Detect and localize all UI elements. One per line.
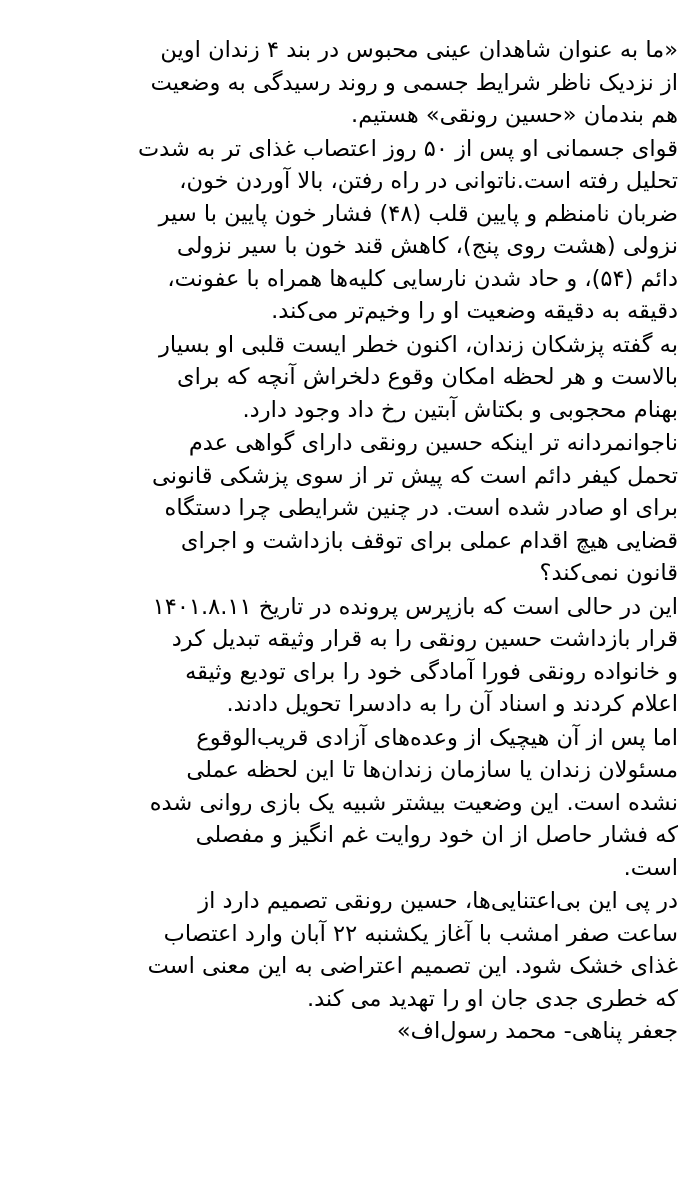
text-line: تحلیل رفته است.ناتوانی در راه رفتن، بالا آوردن خون، xyxy=(179,168,678,194)
signature-line: جعفر پناهی- محمد رسول‌اف» xyxy=(396,1018,678,1044)
text-line: ضربان نامنظم و پایین قلب (۴۸) فشار خون پایین با سیر xyxy=(158,200,678,227)
text-line: دقیقه به دقیقه وضعیت او را وخیم‌تر می‌کند. xyxy=(271,298,678,324)
text-line: و خانواده رونقی فورا آمادگی خود را برای تودیع وثیقه xyxy=(185,658,678,685)
text-line: که فشار حاصل از ان خود روایت غم انگیز و مفصلی xyxy=(195,822,678,848)
text-line: قانون نمی‌کند؟ xyxy=(539,560,678,586)
text-line: است. xyxy=(623,854,678,881)
text-line: که خطری جدی جان او را تهدید می کند. xyxy=(306,985,678,1012)
text-line: اعلام کردند و اسناد آن را به دادسرا تحویل دادند. xyxy=(226,691,678,717)
text-line: ساعت صفر امشب با آغاز یکشنبه ۲۲ آبان وارد اعتصاب xyxy=(163,920,678,947)
text-line: تحمل کیفر دائم است که پیش تر از سوی پزشکی قانونی xyxy=(152,462,678,489)
statement-text xyxy=(20,34,678,1048)
text-line: قرار بازداشت حسین رونقی را به قرار وثیقه تبدیل کرد xyxy=(171,626,678,652)
text-line: از نزدیک ناظر شرایط جسمی و روند رسیدگی به وضعیت xyxy=(150,69,678,96)
text-line: در پی این بی‌اعتنایی‌ها، حسین رونقی تصمیم دارد از xyxy=(198,888,678,914)
text-line: «ما به عنوان شاهدان عینی محبوس در بند ۴ زندان اوین xyxy=(160,37,678,63)
text-line: نزولی (هشت روی پنج)، کاهش قند خون با سیر نزولی xyxy=(176,233,678,259)
text-line: هم بندمان «حسین رونقی» هستیم. xyxy=(351,102,678,128)
text-line: برای او صادر شده است. در چنین شرایطی چرا دستگاه xyxy=(164,495,678,521)
text-line: به گفته پزشکان زندان، اکنون خطر ایست قلبی او بسیار xyxy=(158,331,678,358)
text-line: بهنام محجوبی و بکتاش آبتین رخ داد وجود دارد. xyxy=(242,396,678,423)
text-line: اما پس از آن هیچیک از وعده‌های آزادی قریب‌الوقوع xyxy=(196,724,678,751)
text-line: نشده است. این وضعیت بیشتر شبیه یک بازی روانی شده xyxy=(149,789,678,816)
text-line: مسئولان زندان یا سازمان زندان‌ها تا این لحظه عملی xyxy=(186,757,678,783)
text-line: قوای جسمانی او پس از ۵۰ روز اعتصاب غذای تر به شدت xyxy=(137,135,678,162)
text-line: بالاست و هر لحظه امکان وقوع دلخراش آنچه که برای xyxy=(176,364,678,390)
text-line: دائم (۵۴)، و حاد شدن نارسایی کلیه‌ها همراه با عفونت، xyxy=(167,265,678,292)
text-line: قضایی هیچ اقدام عملی برای توقف بازداشت و اجرای xyxy=(180,527,678,554)
text-line: ناجوانمردانه تر اینکه حسین رونقی دارای گواهی عدم xyxy=(188,430,678,456)
text-line: غذای خشک شود. این تصمیم اعتراضی به این معنی است xyxy=(147,953,678,979)
text-line: این در حالی است که بازپرس پرونده در تاریخ ۱۴۰۱.۸.۱۱ xyxy=(152,593,678,620)
